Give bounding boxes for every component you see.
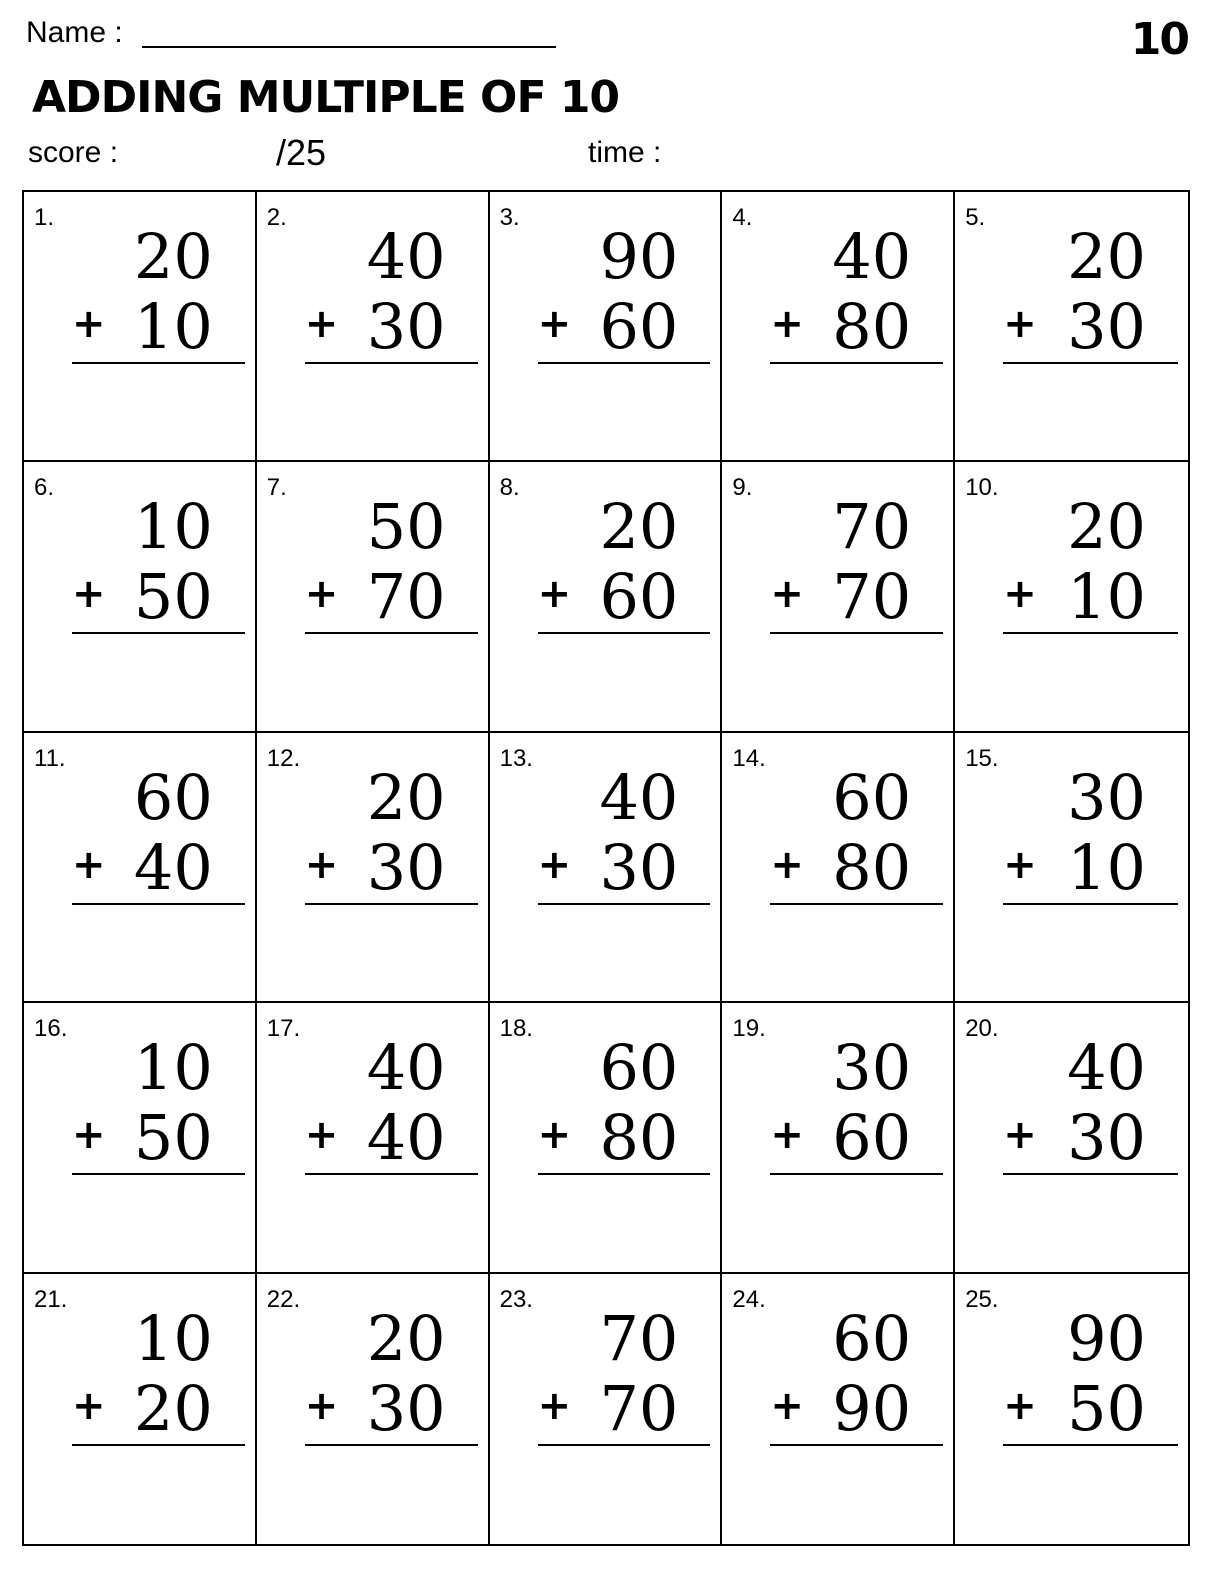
top-addend: 60 bbox=[133, 760, 213, 834]
plus-sign: + bbox=[1003, 841, 1037, 888]
answer-line[interactable] bbox=[538, 1173, 711, 1175]
answer-line[interactable] bbox=[72, 1173, 245, 1175]
problem-number: 21. bbox=[34, 1285, 68, 1313]
plus-sign: + bbox=[304, 571, 339, 618]
top-addend: 70 bbox=[832, 490, 912, 564]
top-addend: 10 bbox=[133, 1301, 213, 1375]
plus-sign: + bbox=[1003, 301, 1037, 347]
answer-line[interactable] bbox=[770, 362, 943, 364]
answer-line[interactable] bbox=[770, 632, 943, 634]
answer-line[interactable] bbox=[538, 632, 711, 634]
problem-number: 23. bbox=[499, 1285, 533, 1313]
problem-cell bbox=[490, 1003, 723, 1273]
problem-cell bbox=[955, 1274, 1188, 1544]
problem-cell bbox=[722, 462, 955, 732]
problem-cell bbox=[257, 1003, 490, 1273]
name-label: Name : bbox=[26, 16, 123, 49]
plus-sign: + bbox=[770, 301, 804, 347]
worksheet-title: ADDING MULTIPLE OF 10 bbox=[32, 72, 620, 123]
problem-number: 16. bbox=[34, 1015, 68, 1043]
answer-line[interactable] bbox=[305, 362, 478, 364]
plus-sign: + bbox=[1003, 1382, 1037, 1429]
top-addend: 40 bbox=[366, 1031, 446, 1105]
answer-line[interactable] bbox=[72, 362, 245, 364]
top-addend: 90 bbox=[1067, 1301, 1146, 1375]
top-addend: 30 bbox=[832, 1031, 912, 1105]
problem-cell bbox=[257, 192, 490, 462]
problem-cell bbox=[24, 462, 257, 732]
plus-sign: + bbox=[770, 841, 804, 888]
score-label: score : bbox=[28, 136, 119, 169]
top-addend: 60 bbox=[832, 760, 912, 834]
top-addend: 60 bbox=[599, 1031, 679, 1105]
bottom-addend: 10 bbox=[1067, 560, 1146, 634]
bottom-addend: 70 bbox=[366, 560, 446, 634]
bottom-addend: 30 bbox=[1067, 290, 1146, 363]
bottom-addend: 80 bbox=[832, 290, 912, 363]
score-total: /25 bbox=[276, 132, 327, 173]
problem-cell bbox=[490, 462, 723, 732]
problem-number: 20. bbox=[965, 1015, 999, 1043]
bottom-addend: 70 bbox=[599, 1371, 679, 1445]
bottom-addend: 60 bbox=[599, 560, 679, 634]
plus-sign: + bbox=[537, 841, 572, 888]
plus-sign: + bbox=[304, 1382, 339, 1429]
problem-cell bbox=[24, 192, 257, 462]
top-addend: 20 bbox=[1067, 490, 1146, 564]
problem-number: 24. bbox=[732, 1285, 766, 1313]
plus-sign: + bbox=[1003, 1112, 1037, 1159]
problem-number: 19. bbox=[732, 1015, 766, 1043]
bottom-addend: 50 bbox=[133, 1101, 213, 1175]
top-addend: 10 bbox=[133, 490, 213, 564]
plus-sign: + bbox=[304, 1112, 339, 1159]
problem-number: 3. bbox=[499, 204, 520, 231]
plus-sign: + bbox=[1003, 571, 1037, 618]
bottom-addend: 40 bbox=[133, 830, 213, 904]
plus-sign: + bbox=[537, 1382, 572, 1429]
answer-line[interactable] bbox=[1003, 903, 1178, 905]
time-label: time : bbox=[588, 136, 662, 169]
plus-sign: + bbox=[770, 571, 804, 618]
answer-line[interactable] bbox=[1003, 362, 1178, 364]
top-addend: 60 bbox=[832, 1301, 912, 1375]
problem-cell bbox=[257, 1274, 490, 1544]
plus-sign: + bbox=[72, 1112, 106, 1159]
bottom-addend: 50 bbox=[133, 560, 213, 634]
answer-line[interactable] bbox=[305, 1444, 478, 1446]
bottom-addend: 10 bbox=[1067, 830, 1146, 904]
top-addend: 40 bbox=[599, 760, 679, 834]
top-addend: 90 bbox=[599, 220, 679, 293]
top-addend: 40 bbox=[832, 220, 912, 293]
plus-sign: + bbox=[304, 841, 339, 888]
problem-number: 4. bbox=[732, 204, 753, 231]
answer-line[interactable] bbox=[770, 1444, 943, 1446]
problem-number: 11. bbox=[34, 744, 66, 772]
problem-number: 14. bbox=[732, 744, 766, 772]
problem-number: 17. bbox=[266, 1015, 301, 1043]
top-addend: 40 bbox=[366, 220, 446, 293]
answer-line[interactable] bbox=[770, 1173, 943, 1175]
top-addend: 20 bbox=[1067, 220, 1146, 293]
top-addend: 20 bbox=[366, 760, 446, 834]
problem-number: 13. bbox=[499, 744, 533, 772]
bottom-addend: 10 bbox=[133, 290, 213, 363]
plus-sign: + bbox=[770, 1112, 804, 1159]
answer-line[interactable] bbox=[538, 1444, 711, 1446]
answer-line[interactable] bbox=[770, 903, 943, 905]
bottom-addend: 30 bbox=[366, 1371, 446, 1445]
problem-cell bbox=[722, 192, 955, 462]
problem-number: 9. bbox=[732, 474, 753, 502]
answer-line[interactable] bbox=[538, 362, 711, 364]
bottom-addend: 80 bbox=[599, 1101, 679, 1175]
plus-sign: + bbox=[72, 1382, 106, 1429]
problem-number: 22. bbox=[266, 1285, 301, 1313]
bottom-addend: 50 bbox=[1067, 1371, 1146, 1445]
top-addend: 10 bbox=[133, 1031, 213, 1105]
bottom-addend: 30 bbox=[366, 290, 446, 363]
problem-cell bbox=[24, 1274, 257, 1544]
answer-line[interactable] bbox=[305, 1173, 478, 1175]
problem-grid bbox=[22, 190, 1190, 1546]
plus-sign: + bbox=[72, 571, 106, 618]
top-addend: 20 bbox=[366, 1301, 446, 1375]
problem-cell bbox=[722, 1003, 955, 1273]
answer-line[interactable] bbox=[1003, 632, 1178, 634]
bottom-addend: 20 bbox=[133, 1371, 213, 1445]
problem-cell bbox=[955, 1003, 1188, 1273]
plus-sign: + bbox=[770, 1382, 804, 1429]
top-addend: 20 bbox=[599, 490, 679, 564]
answer-line[interactable] bbox=[1003, 1444, 1178, 1446]
problem-number: 6. bbox=[34, 474, 55, 502]
problem-cell bbox=[24, 733, 257, 1003]
bottom-addend: 70 bbox=[832, 560, 912, 634]
plus-sign: + bbox=[537, 571, 572, 618]
plus-sign: + bbox=[72, 301, 106, 347]
top-addend: 50 bbox=[366, 490, 446, 564]
problem-number: 15. bbox=[965, 744, 999, 772]
problem-number: 18. bbox=[499, 1015, 533, 1043]
answer-line[interactable] bbox=[1003, 1173, 1178, 1175]
plus-sign: + bbox=[537, 1112, 572, 1159]
problem-cell bbox=[24, 1003, 257, 1273]
bottom-addend: 60 bbox=[599, 290, 679, 363]
problem-number: 7. bbox=[266, 474, 287, 502]
problem-cell bbox=[722, 1274, 955, 1544]
answer-line[interactable] bbox=[72, 1444, 245, 1446]
bottom-addend: 80 bbox=[832, 830, 912, 904]
answer-line[interactable] bbox=[538, 903, 711, 905]
top-addend: 40 bbox=[1067, 1031, 1146, 1105]
name-field-line[interactable] bbox=[142, 46, 556, 48]
page-number: 10 bbox=[1130, 14, 1188, 65]
bottom-addend: 60 bbox=[832, 1101, 912, 1175]
problem-cell bbox=[722, 733, 955, 1003]
answer-line[interactable] bbox=[72, 632, 245, 634]
problem-number: 12. bbox=[266, 744, 301, 772]
plus-sign: + bbox=[537, 301, 572, 347]
answer-line[interactable] bbox=[305, 632, 478, 634]
top-addend: 30 bbox=[1067, 760, 1146, 834]
bottom-addend: 90 bbox=[832, 1371, 912, 1445]
problem-cell bbox=[490, 192, 723, 462]
problem-cell bbox=[257, 733, 490, 1003]
answer-line[interactable] bbox=[305, 903, 478, 905]
plus-sign: + bbox=[304, 301, 339, 347]
bottom-addend: 40 bbox=[366, 1101, 446, 1175]
problem-number: 1. bbox=[34, 204, 55, 231]
problem-number: 25. bbox=[965, 1285, 999, 1313]
problem-cell bbox=[490, 733, 723, 1003]
bottom-addend: 30 bbox=[599, 830, 679, 904]
bottom-addend: 30 bbox=[1067, 1101, 1146, 1175]
problem-number: 8. bbox=[499, 474, 520, 502]
problem-cell bbox=[257, 462, 490, 732]
problem-cell bbox=[955, 733, 1188, 1003]
problem-cell bbox=[490, 1274, 723, 1544]
top-addend: 70 bbox=[599, 1301, 679, 1375]
answer-line[interactable] bbox=[72, 903, 245, 905]
problem-cell bbox=[955, 462, 1188, 732]
plus-sign: + bbox=[72, 841, 106, 888]
problem-number: 2. bbox=[266, 204, 287, 231]
problem-number: 10. bbox=[965, 474, 999, 502]
problem-number: 5. bbox=[965, 204, 986, 231]
bottom-addend: 30 bbox=[366, 830, 446, 904]
problem-cell bbox=[955, 192, 1188, 462]
top-addend: 20 bbox=[133, 220, 213, 293]
